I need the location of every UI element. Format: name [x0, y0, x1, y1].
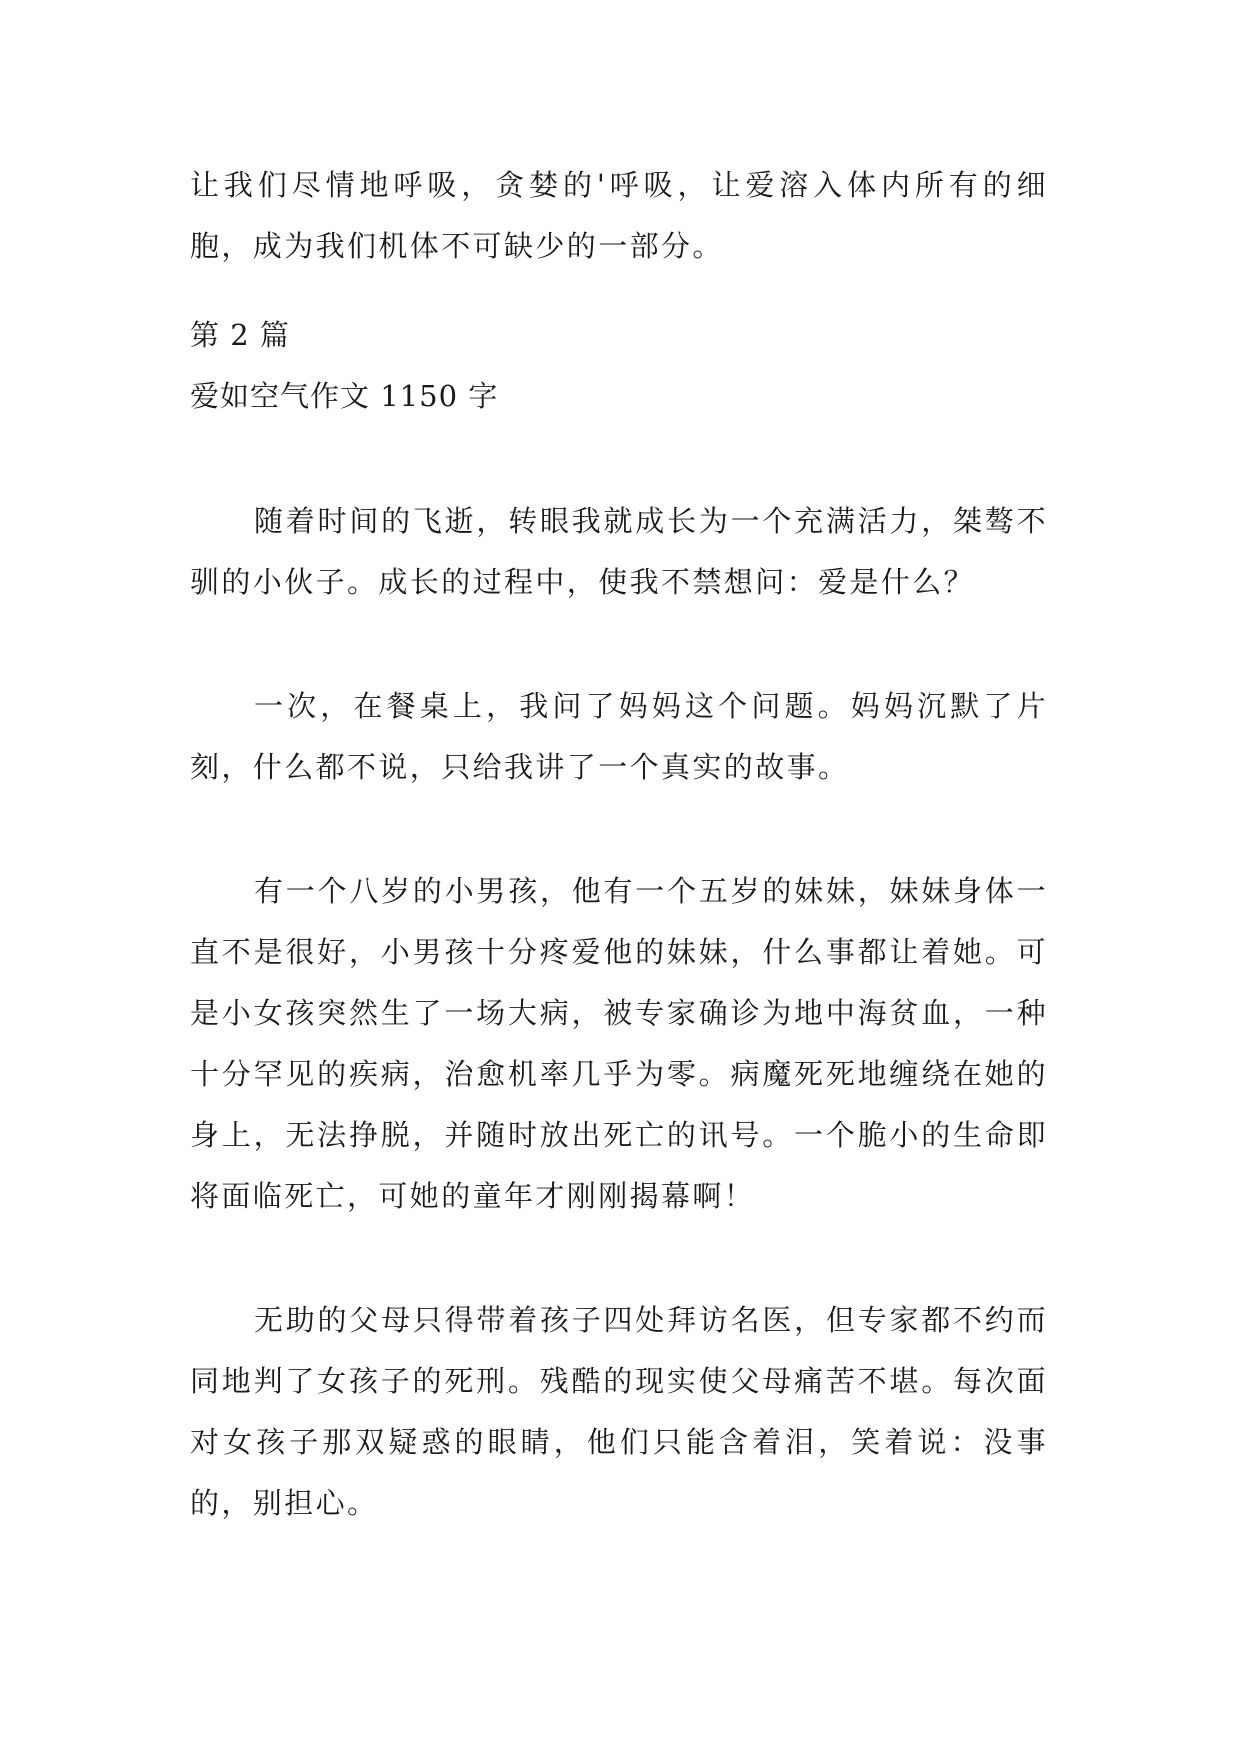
intro-paragraph: 让我们尽情地呼吸，贪婪的'呼吸，让爱溶入体内所有的细胞，成为我们机体不可缺少的一部分。: [190, 168, 1048, 263]
body-paragraph-3: 有一个八岁的小男孩，他有一个五岁的妹妹，妹妹身体一直不是很好，小男孩十分疼爱他的妹妹，什么事都让着她。可是小女孩突然生了一场大病，被专家确诊为地中海贫血，一种十分罕见的疾病，治愈机率几乎为零。病魔死死地缠绕在她的身上，无法挣脱，并随时放出死亡的讯号。一个脆小的生命即将面临死亡，可她的童年才刚刚揭幕啊！: [190, 874, 1048, 1213]
section-title: 爱如空气作文 1150 字: [190, 379, 499, 413]
body-paragraph-4: 无助的父母只得带着孩子四处拜访名医，但专家都不约而同地判了女孩子的死刑。残酷的现实使父母痛苦不堪。每次面对女孩子那双疑惑的眼睛，他们只能含着泪，笑着说：没事的，别担心。: [190, 1303, 1048, 1520]
document-body: [190, 155, 1048, 1534]
section-label: 第 2 篇: [190, 318, 290, 352]
body-paragraph-2: 一次，在餐桌上，我问了妈妈这个问题。妈妈沉默了片刻，什么都不说，只给我讲了一个真实的故事。: [190, 689, 1048, 784]
body-paragraph-1: 随着时间的飞逝，转眼我就成长为一个充满活力，桀骜不驯的小伙子。成长的过程中，使我不禁想问：爱是什么？: [190, 504, 1048, 599]
